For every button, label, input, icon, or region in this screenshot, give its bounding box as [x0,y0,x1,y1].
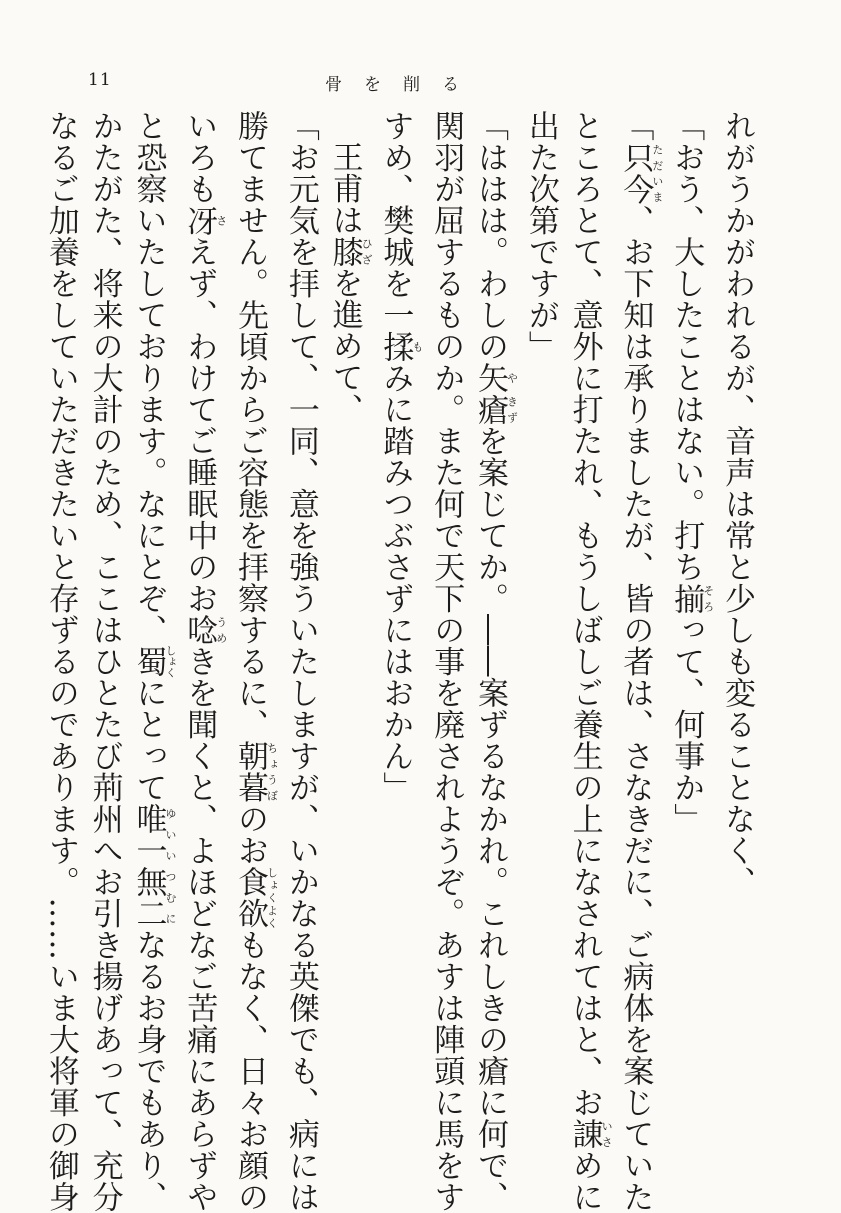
text-run: 出た次第ですが」 [522,110,559,362]
text-run: なるお身でもあり、 [130,929,167,1213]
ruby-reading: や [505,362,519,394]
text-line [227,110,279,1213]
text-run: かたがた、将来の大計のため、ここはひとたび荊州へお引き揚げあって、充分 [86,110,123,1213]
ruby-reading: も [410,330,424,362]
text-run: すめ、樊城を一 [377,110,414,331]
ruby-reading: ちょうぼ [265,740,279,803]
ruby-reading: しょく [163,644,177,678]
ruby-reading: きず [505,393,519,425]
text-line [278,110,322,1213]
text-run: のお [232,803,269,866]
ruby-word: 矢や [472,362,519,394]
ruby-word: 唯一無二ゆいいつむに [130,803,177,929]
ruby-reading: さ [214,204,228,236]
text-run: もなく、日々お顔の [232,929,269,1213]
ruby-word: 食欲しょくよく [232,866,279,929]
ruby-word: 膝ひざ [326,235,374,267]
text-run: なるご加養をしていただきたいと存ずるのであります。……いま大将軍の御身 [42,110,79,1213]
text-run: と恐察いたしております。なにとぞ、 [130,110,167,646]
text-run: きを聞くと、よほどなご苦痛にあらずや [181,645,218,1213]
text-run: を進めて、 [326,267,363,425]
text-run: えず、わけてご睡眠中のお [181,236,218,614]
text-line [38,110,82,1213]
ruby-word: 瘡きず [472,393,519,425]
text-run: にとって [130,677,167,803]
ruby-word: 朝暮ちょうぼ [232,740,279,803]
text-run: を案じてか。――案ずるなかれ。これしきの瘡に何で、 [472,425,509,1213]
ruby-reading: うめ [214,614,228,646]
vertical-text-body [42,110,758,1213]
text-run: れがうかがわれるが、音声は常と少しも変ることなく、 [719,110,755,898]
ruby-reading: ただいま [650,141,664,205]
ruby-word: 揃そろ [668,582,715,614]
text-run: いろも [181,110,218,205]
text-run: 「お元気を拝して、一同、意を強ういたしますが、いかなる英傑でも、病には [282,110,319,1213]
ruby-reading: ひざ [360,235,374,267]
text-run: めに [566,1149,603,1213]
ruby-reading: ゆいいつむに [163,803,177,929]
text-run: 勝てません。先頃からご容態を拝察するに、 [232,110,269,740]
ruby-reading: しょくよく [265,866,279,929]
text-line [714,110,758,1120]
text-line [663,110,714,1120]
text-line [562,110,614,1213]
text-line [518,110,562,1120]
text-run: って、何事か」 [668,614,705,835]
ruby-word: 唸うめ [181,614,228,646]
text-line [176,110,228,1213]
text-run: 「 [617,110,654,142]
text-line [82,110,126,1213]
ruby-word: 揉も [377,330,424,362]
text-run: 、お下知は承りましたが、皆の者は、さなきだに、ご病体を案じていた [617,204,654,1213]
ruby-word: 蜀しょく [130,644,177,678]
text-run: 「おう、大したことはない。打ち [668,110,705,583]
text-line [423,110,467,1213]
text-run: 関羽が屈するものか。また何で天下の事を廃されようぞ。あすは陣頭に馬をす [428,110,465,1213]
text-line [126,110,177,1213]
text-run: みに踏みつぶさずにはおかん」 [377,362,414,803]
text-run: 王甫は [326,141,363,236]
text-run: ところとて、意外に打たれ、もうしばしご養生の上になされてはと、お [566,110,603,1118]
ruby-reading: いさ [600,1118,614,1150]
text-line [373,110,424,1120]
ruby-word: 冴さ [181,204,228,236]
text-run: 「ははは。わしの [472,110,509,362]
text-line [613,110,664,1213]
ruby-word: 諌いさ [566,1118,614,1150]
running-title: 骨を削る [325,75,481,95]
ruby-word: 只今ただいま [617,141,664,205]
page-number: 11 [88,70,112,90]
text-line [322,110,373,1120]
ruby-reading: そろ [701,582,715,614]
text-line [467,110,519,1213]
